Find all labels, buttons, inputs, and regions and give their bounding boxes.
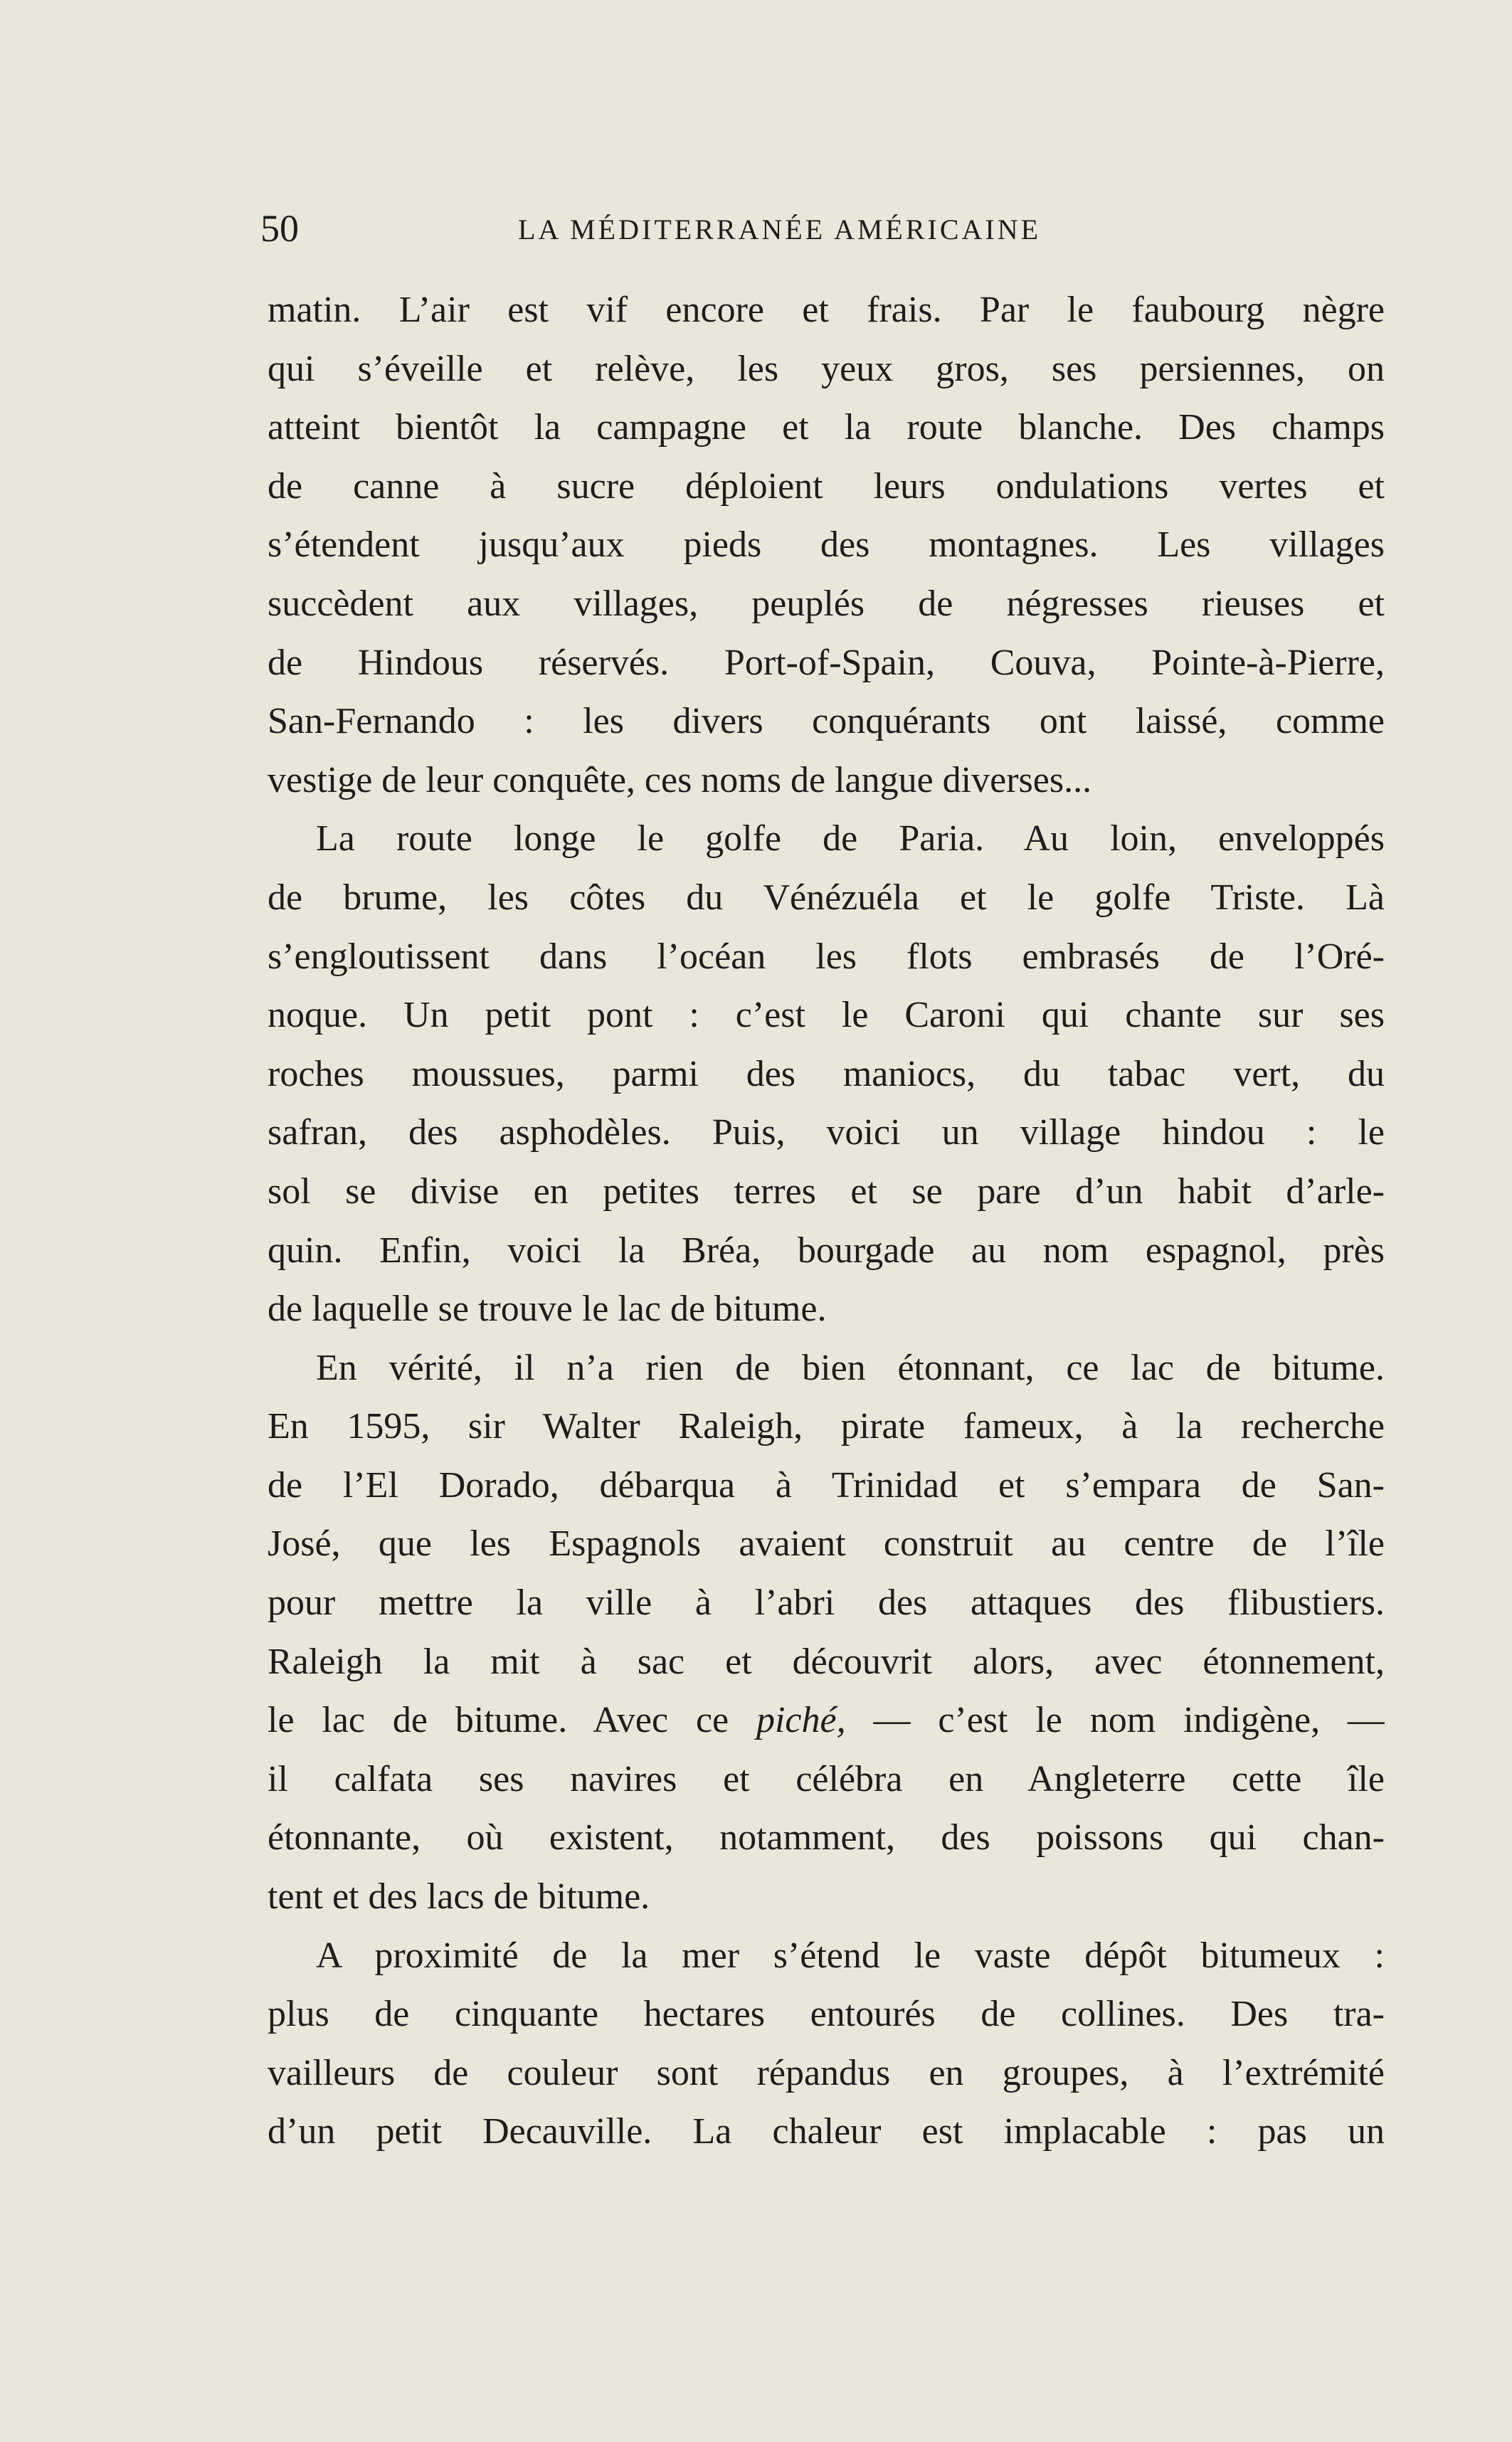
paragraph-start-line: A proximité de la mer s’étend le vaste dépôt bitumeux :	[316, 1935, 1385, 1976]
body-text	[268, 281, 1385, 2162]
text-line: s’engloutissent dans l’océan les flots embrasés de l’Oré-	[268, 936, 1385, 977]
text-line: de laquelle se trouve le lac de bitume.	[268, 1289, 827, 1330]
text-line: qui s’éveille et relève, les yeux gros, ses persiennes, on	[268, 348, 1385, 389]
paragraph-start-line: La route longe le golfe de Paria. Au loin, enveloppés	[316, 818, 1385, 860]
paragraph-start-line: En vérité, il n’a rien de bien étonnant, ce lac de bitume.	[316, 1347, 1385, 1388]
text-line: San-Fernando : les divers conquérants ont laissé, comme	[268, 701, 1385, 742]
text-line: étonnante, où existent, notamment, des poissons qui chan-	[268, 1817, 1385, 1859]
page-number: 50	[260, 207, 299, 250]
text-segment: le lac de bitume. Avec ce	[268, 1700, 756, 1741]
text-line: safran, des asphodèles. Puis, voici un village hindou : le	[268, 1112, 1385, 1153]
text-line: vestige de leur conquête, ces noms de langue diverses...	[268, 759, 1092, 800]
text-line: roches moussues, parmi des maniocs, du tabac vert, du	[268, 1053, 1385, 1094]
text-line: Raleigh la mit à sac et découvrit alors, avec étonnement,	[268, 1641, 1385, 1682]
text-line: de brume, les côtes du Vénézuéla et le golfe Triste. Là	[268, 877, 1385, 918]
text-line: il calfata ses navires et célébra en Angleterre cette île	[268, 1758, 1385, 1799]
text-line: vailleurs de couleur sont répandus en groupes, à l’extrémité	[268, 2052, 1385, 2093]
text-line: quin. Enfin, voici la Bréa, bourgade au nom espagnol, près	[268, 1230, 1385, 1271]
text-line: matin. L’air est vif encore et frais. Par le faubourg nègre	[268, 290, 1385, 330]
text-line: pour mettre la ville à l’abri des attaques des flibustiers.	[268, 1582, 1385, 1624]
text-line: de canne à sucre déploient leurs ondulations vertes et	[268, 465, 1385, 507]
text-segment: — c’est le nom indigène, —	[845, 1700, 1385, 1741]
text-line: succèdent aux villages, peuplés de négresses rieuses et	[268, 583, 1385, 624]
text-line: s’étendent jusqu’aux pieds des montagnes. Les villages	[268, 524, 1385, 566]
text-line: de l’El Dorado, débarqua à Trinidad et s’empara de San-	[268, 1464, 1385, 1506]
text-line: plus de cinquante hectares entourés de collines. Des tra-	[268, 1994, 1385, 2035]
text-line: sol se divise en petites terres et se pare d’un habit d’arle-	[268, 1170, 1385, 1212]
text-line-with-italic	[268, 1691, 1385, 1750]
page-header	[260, 204, 1385, 253]
running-title: LA MÉDITERRANÉE AMÉRICAINE	[518, 213, 1042, 245]
text-line: En 1595, sir Walter Raleigh, pirate fameux, à la recherche	[268, 1406, 1385, 1447]
italic-word: piché,	[756, 1700, 846, 1741]
text-line: atteint bientôt la campagne et la route blanche. Des champs	[268, 407, 1385, 448]
text-line: d’un petit Decauville. La chaleur est implacable : pas un	[268, 2111, 1385, 2152]
text-line: José, que les Espagnols avaient construit au centre de l’île	[268, 1523, 1385, 1565]
text-line: de Hindous réservés. Port-of-Spain, Couva, Pointe-à-Pierre,	[268, 642, 1385, 683]
text-line: tent et des lacs de bitume.	[268, 1876, 650, 1918]
text-line: noque. Un petit pont : c’est le Caroni qui chante sur ses	[268, 995, 1385, 1036]
